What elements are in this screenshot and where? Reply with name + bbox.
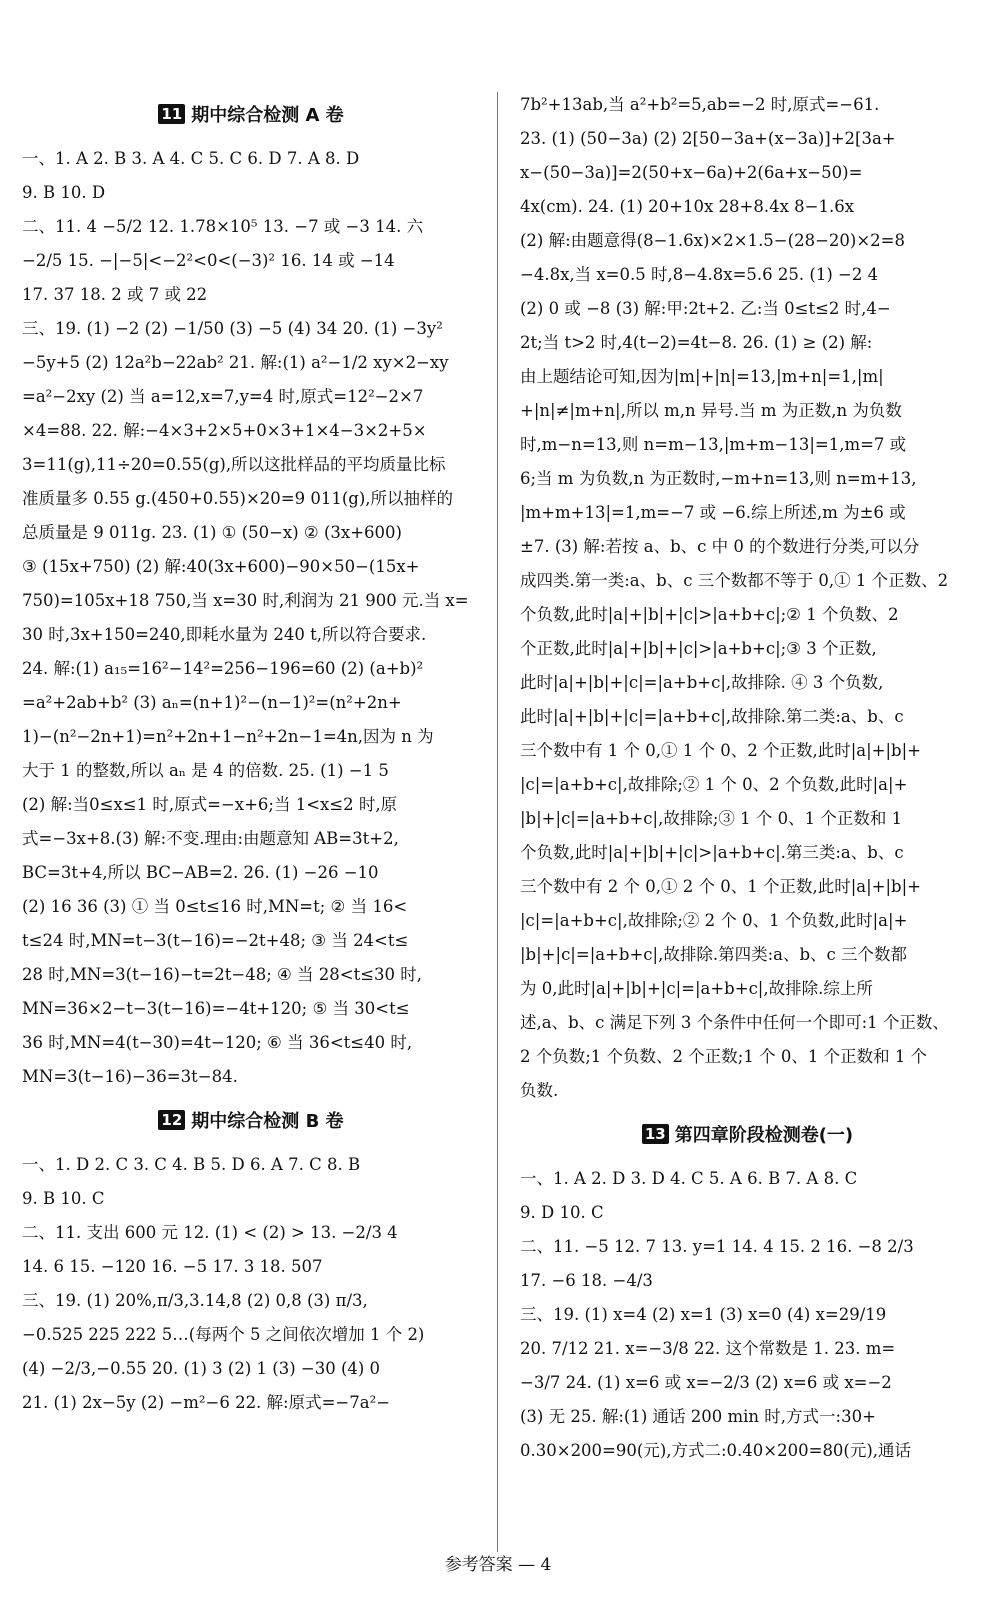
answer-line: 为 0,此时|a|+|b|+|c|=|a+b+c|,故排除.综上所	[520, 979, 873, 998]
answer-line: 28 时,MN=3(t−16)−t=2t−48; ④ 当 28<t≤30 时,	[22, 965, 423, 984]
answer-line: |b|+|c|=|a+b+c|,故排除.第四类:a、b、c 三个数都	[520, 945, 908, 964]
answer-line: 成四类.第一类:a、b、c 三个数都不等于 0,① 1 个正数、2	[520, 571, 949, 590]
answer-line: |m+m+13|=1,m=−7 或 −6.综上所述,m 为±6 或	[520, 503, 906, 522]
answer-line: 式=−3x+8.(3) 解:不变.理由:由题意知 AB=3t+2,	[22, 829, 399, 848]
answer-line: 1)−(n²−2n+1)=n²+2n+1−n²+2n−1=4n,因为 n 为	[22, 727, 434, 746]
answer-line: 三、19. (1) x=4 (2) x=1 (3) x=0 (4) x=29/19	[520, 1305, 887, 1324]
answer-line: −3/7 24. (1) x=6 或 x=−2/3 (2) x=6 或 x=−2	[520, 1373, 892, 1392]
answer-line: 750)=105x+18 750,当 x=30 时,利润为 21 900 元.当 x=	[22, 591, 469, 610]
answer-line: |b|+|c|=|a+b+c|,故排除;③ 1 个 0、1 个正数和 1	[520, 809, 903, 828]
answer-line: ±7. (3) 解:若按 a、b、c 中 0 的个数进行分类,可以分	[520, 537, 920, 556]
answer-line: 个负数,此时|a|+|b|+|c|>|a+b+c|.第三类:a、b、c	[520, 843, 904, 862]
answer-line: 2t;当 t>2 时,4(t−2)=4t−8. 26. (1) ≥ (2) 解:	[520, 333, 873, 352]
answer-line: 9. B 10. D	[22, 183, 106, 202]
answer-line: 4x(cm). 24. (1) 20+10x 28+8.4x 8−1.6x	[520, 197, 855, 216]
answer-line: ×4=88. 22. 解:−4×3+2×5+0×3+1×4−3×2+5×	[22, 421, 427, 440]
section-title-12	[22, 1102, 480, 1142]
answers-block-12	[22, 1148, 480, 1420]
section-number-badge: 12	[158, 1110, 185, 1130]
answer-line: (2) 解:当0≤x≤1 时,原式=−x+6;当 1<x≤2 时,原	[22, 795, 398, 814]
answer-line: |c|=|a+b+c|,故排除;② 1 个 0、2 个负数,此时|a|+	[520, 775, 908, 794]
answer-line: 2 个负数;1 个负数、2 个正数;1 个 0、1 个正数和 1 个	[520, 1047, 928, 1066]
answer-line: 一、1. A 2. B 3. A 4. C 5. C 6. D 7. A 8. D	[22, 149, 360, 168]
answer-line: 23. (1) (50−3a) (2) 2[50−3a+(x−3a)]+2[3a+	[520, 129, 896, 148]
answer-line: (3) 无 25. 解:(1) 通话 200 min 时,方式一:30+	[520, 1407, 876, 1426]
answer-line: 三个数中有 1 个 0,① 1 个 0、2 个正数,此时|a|+|b|+	[520, 741, 921, 760]
left-column	[22, 88, 480, 1420]
answer-line: 9. B 10. C	[22, 1189, 105, 1208]
answer-line: 述,a、b、c 满足下列 3 个条件中任何一个即可:1 个正数、	[520, 1013, 949, 1032]
answer-line: 21. (1) 2x−5y (2) −m²−6 22. 解:原式=−7a²−	[22, 1393, 391, 1412]
answers-block-12-continued	[520, 88, 975, 1108]
answer-line: 24. 解:(1) a₁₅=16²−14²=256−196=60 (2) (a+b)²	[22, 659, 424, 678]
page-footer: 参考答案 — 4	[444, 1555, 552, 1575]
answer-line: 二、11. −5 12. 7 13. y=1 14. 4 15. 2 16. −8 2/3	[520, 1237, 914, 1256]
answer-line: MN=3(t−16)−36=3t−84.	[22, 1067, 238, 1086]
answer-line: 36 时,MN=4(t−30)=4t−120; ⑥ 当 36<t≤40 时,	[22, 1033, 413, 1052]
answer-line: 由上题结论可知,因为|m|+|n|=13,|m+n|=1,|m|	[520, 367, 884, 386]
answer-line: −5y+5 (2) 12a²b−22ab² 21. 解:(1) a²−1/2 xy×2−xy	[22, 353, 449, 372]
section-title-13	[520, 1116, 975, 1156]
answer-line: (2) 0 或 −8 (3) 解:甲:2t+2. 乙:当 0≤t≤2 时,4−	[520, 299, 891, 318]
answer-line: 17. 37 18. 2 或 7 或 22	[22, 285, 208, 304]
answer-line: −2/5 15. −|−5|<−2²<0<(−3)² 16. 14 或 −14	[22, 251, 395, 270]
answer-line: x−(50−3a)]=2(50+x−6a)+2(6a+x−50)=	[520, 163, 863, 182]
answer-line: 20. 7/12 21. x=−3/8 22. 这个常数是 1. 23. m=	[520, 1339, 896, 1358]
answer-line: 三、19. (1) 20%,π/3,3.14,8 (2) 0,8 (3) π/3,	[22, 1291, 368, 1310]
answer-line: −4.8x,当 x=0.5 时,8−4.8x=5.6 25. (1) −2 4	[520, 265, 879, 284]
answer-line: 准质量多 0.55 g.(450+0.55)×20=9 011(g),所以抽样的	[22, 489, 454, 508]
section-title-text: 第四章阶段检测卷(一)	[674, 1125, 854, 1146]
answer-line: 此时|a|+|b|+|c|=|a+b+c|,故排除. ④ 3 个负数,	[520, 673, 884, 692]
section-title-11	[22, 96, 480, 136]
answer-line: 一、1. A 2. D 3. D 4. C 5. A 6. B 7. A 8. C	[520, 1169, 858, 1188]
answer-line: ③ (15x+750) (2) 解:40(3x+600)−90×50−(15x+	[22, 557, 420, 576]
answer-line: |c|=|a+b+c|,故排除;② 2 个 0、1 个负数,此时|a|+	[520, 911, 908, 930]
answers-block-11	[22, 142, 480, 1094]
answers-block-13	[520, 1162, 975, 1468]
section-title-text: 期中综合检测 A 卷	[191, 105, 344, 126]
answer-line: 一、1. D 2. C 3. C 4. B 5. D 6. A 7. C 8. B	[22, 1155, 361, 1174]
answer-line: (4) −2/3,−0.55 20. (1) 3 (2) 1 (3) −30 (4) 0	[22, 1359, 381, 1378]
answer-line: 30 时,3x+150=240,即耗水量为 240 t,所以符合要求.	[22, 625, 427, 644]
answer-line: 个负数,此时|a|+|b|+|c|>|a+b+c|;② 1 个负数、2	[520, 605, 899, 624]
answer-line: =a²−2xy (2) 当 a=12,x=7,y=4 时,原式=12²−2×7	[22, 387, 424, 406]
answer-line: −0.525 225 222 5…(每两个 5 之间依次增加 1 个 2)	[22, 1325, 425, 1344]
answer-line: 个正数,此时|a|+|b|+|c|>|a+b+c|;③ 3 个正数,	[520, 639, 877, 658]
answer-line: 二、11. 4 −5/2 12. 1.78×10⁵ 13. −7 或 −3 14. 六	[22, 217, 424, 236]
answer-line: 3=11(g),11÷20=0.55(g),所以这批样品的平均质量比标	[22, 455, 446, 474]
answer-line: (2) 16 36 (3) ① 当 0≤t≤16 时,MN=t; ② 当 16<	[22, 897, 408, 916]
answer-line: =a²+2ab+b² (3) aₙ=(n+1)²−(n−1)²=(n²+2n+	[22, 693, 402, 712]
answer-line: 三、19. (1) −2 (2) −1/50 (3) −5 (4) 34 20. (1) −3y²	[22, 319, 443, 338]
answer-line: 17. −6 18. −4/3	[520, 1271, 653, 1290]
answer-line: 6;当 m 为负数,n 为正数时,−m+n=13,则 n=m+13,	[520, 469, 917, 488]
answer-line: 二、11. 支出 600 元 12. (1) < (2) > 13. −2/3 4	[22, 1223, 398, 1242]
column-divider	[497, 92, 498, 1552]
answer-line: 9. D 10. C	[520, 1203, 604, 1222]
answer-line: 7b²+13ab,当 a²+b²=5,ab=−2 时,原式=−61.	[520, 95, 880, 114]
section-title-text: 期中综合检测 B 卷	[191, 1111, 344, 1132]
answer-line: 总质量是 9 011g. 23. (1) ① (50−x) ② (3x+600)	[22, 523, 402, 542]
section-number-badge: 11	[158, 104, 185, 124]
answer-line: 三个数中有 2 个 0,① 2 个 0、1 个正数,此时|a|+|b|+	[520, 877, 921, 896]
answer-line: 0.30×200=90(元),方式二:0.40×200=80(元),通话	[520, 1441, 912, 1460]
answer-line: BC=3t+4,所以 BC−AB=2. 26. (1) −26 −10	[22, 863, 379, 882]
answer-line: 时,m−n=13,则 n=m−13,|m+m−13|=1,m=7 或	[520, 435, 907, 454]
answer-line: t≤24 时,MN=t−3(t−16)=−2t+48; ③ 当 24<t≤	[22, 931, 409, 950]
answer-line: MN=36×2−t−3(t−16)=−4t+120; ⑤ 当 30<t≤	[22, 999, 410, 1018]
answer-line: 此时|a|+|b|+|c|=|a+b+c|,故排除.第二类:a、b、c	[520, 707, 904, 726]
right-column	[520, 88, 975, 1468]
section-number-badge: 13	[642, 1124, 669, 1144]
answer-line: 负数.	[520, 1081, 559, 1100]
answer-line: +|n|≠|m+n|,所以 m,n 异号.当 m 为正数,n 为负数	[520, 401, 902, 420]
answer-line: 大于 1 的整数,所以 aₙ 是 4 的倍数. 25. (1) −1 5	[22, 761, 389, 780]
answer-line: (2) 解:由题意得(8−1.6x)×2×1.5−(28−20)×2=8	[520, 231, 905, 250]
answer-line: 14. 6 15. −120 16. −5 17. 3 18. 507	[22, 1257, 323, 1276]
